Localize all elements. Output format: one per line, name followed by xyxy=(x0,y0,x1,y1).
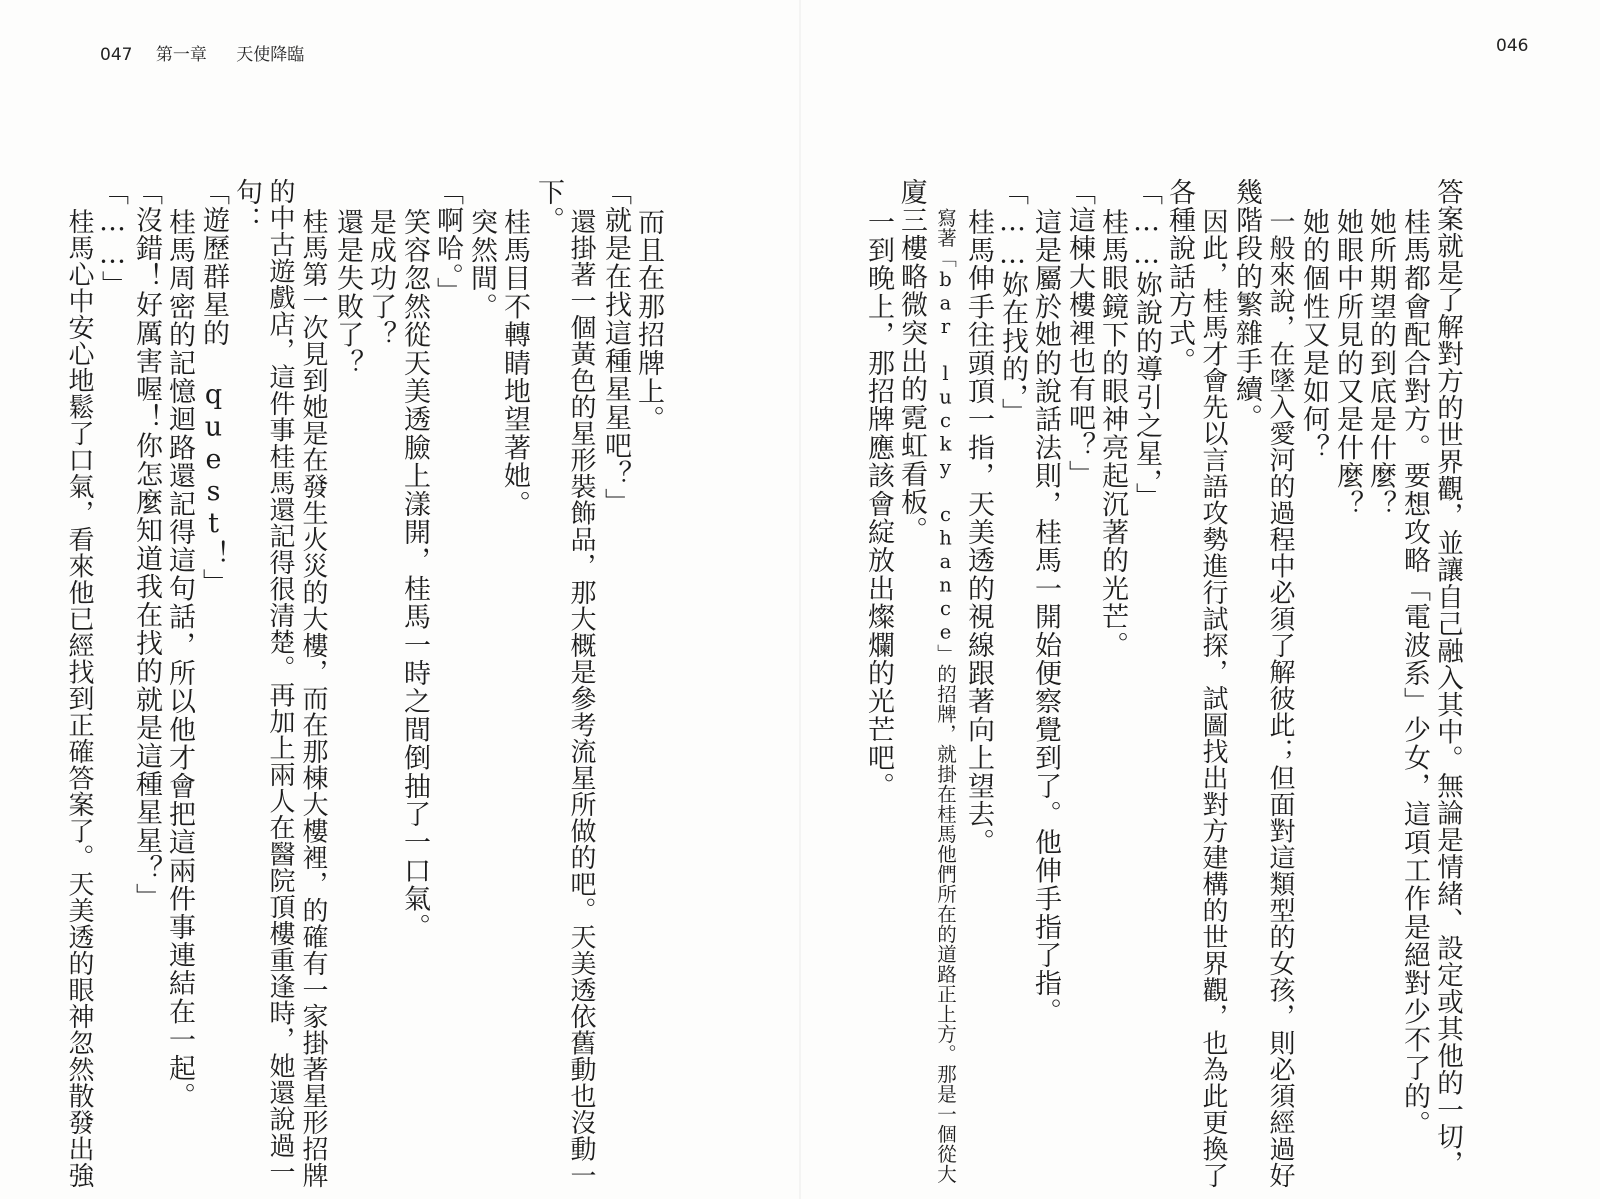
text-column: 一般來說，在墜入愛河的過程中必須了解彼此；但面對這類型的女孩，則必須經過好 xyxy=(1265,208,1295,1189)
left-page-header xyxy=(100,40,304,65)
text-column: 是成功了？ xyxy=(365,208,396,349)
text-column: 「……妳在找的，」 xyxy=(997,178,1028,427)
text-column: 「遊歷群星的 quest！」 xyxy=(198,178,229,597)
text-column: 她眼中所見的又是什麼？ xyxy=(1332,208,1363,519)
chapter-title: 天使降臨 xyxy=(236,45,305,65)
text-column: 桂馬目不轉睛地望著她。 xyxy=(499,208,530,519)
text-column: 桂馬都會配合對方。要想攻略「電波系」少女，這項工作是絕對少不了的。 xyxy=(1399,208,1430,1139)
chapter-label: 第一章 xyxy=(155,45,207,65)
text-column: 桂馬眼鏡下的眼神亮起沉著的光芒。 xyxy=(1097,208,1128,660)
text-column: 這是屬於她的說話法則，桂馬一開始便察覺到了。他伸手指了指。 xyxy=(1030,208,1061,1026)
text-column: 廈三樓略微突出的霓虹看板。 xyxy=(896,178,927,545)
text-column: 下。 xyxy=(533,178,564,235)
text-column: 她所期望的到底是什麼？ xyxy=(1365,208,1396,519)
text-column: 還是失敗了？ xyxy=(332,208,363,378)
text-column: 「這棟大樓裡也有吧？」 xyxy=(1064,178,1095,489)
text-column: 「沒錯！好厲害喔！你怎麼知道我在找的就是這種星星？」 xyxy=(131,178,162,912)
text-column: 「……」 xyxy=(97,178,128,299)
text-column: 「啊哈。」 xyxy=(432,178,463,306)
text-column: 突然間。 xyxy=(466,208,497,321)
text-column: 桂馬心中安心地鬆了口氣，看來他已經找到正確答案了。天美透的眼神忽然散發出強 xyxy=(64,208,94,1189)
text-column: 桂馬伸手往頭頂一指，天美透的視線跟著向上望去。 xyxy=(963,208,994,857)
text-column: 桂馬周密的記憶迴路還記得這句話，所以他才會把這兩件事連結在一起。 xyxy=(164,208,195,1111)
page-gutter xyxy=(799,0,801,1199)
text-column: 還掛著一個黃色的星形裝飾品，那大概是參考流星所做的吧。天美透依舊動也沒動一 xyxy=(566,208,596,1189)
text-column: 幾階段的繁雜手續。 xyxy=(1231,178,1262,432)
text-column: 答案就是了解對方的世界觀，並讓自己融入其中。無論是情緒、設定或其他的一切， xyxy=(1432,178,1463,1177)
text-column: 因此，桂馬才會先以言語攻勢進行試探，試圖找出對方建構的世界觀，也為此更換了 xyxy=(1198,208,1228,1189)
text-column: 「就是在找這種星星吧？」 xyxy=(600,178,631,517)
text-column: 而且在那招牌上。 xyxy=(633,208,664,434)
text-column: 的中古遊戲店，這件事桂馬還記得很清楚。再加上兩人在醫院頂樓重逢時，她還說過一 xyxy=(265,178,295,1185)
text-column: 她的個性又是如何？ xyxy=(1298,208,1329,462)
text-column: 「……妳說的導引之星，」 xyxy=(1131,178,1162,511)
left-page-number: 047 xyxy=(100,45,133,65)
text-column: 各種說話方式。 xyxy=(1164,178,1195,376)
text-column: 笑容忽然從天美透臉上漾開，桂馬一時之間倒抽了一口氣。 xyxy=(399,208,430,942)
text-column: 桂馬第一次見到她是在發生火災的大樓，而在那棟大樓裡，的確有一家掛著星形招牌 xyxy=(298,208,328,1189)
text-column: 寫著「bar lucky chance」的招牌，就掛在桂馬他們所在的道路正上方。那是一個從大 xyxy=(934,208,957,1184)
right-page-number: 046 xyxy=(1496,36,1529,56)
text-column: 句： xyxy=(231,178,262,235)
text-column: 一到晚上，那招牌應該會綻放出燦爛的光芒吧。 xyxy=(863,208,894,801)
